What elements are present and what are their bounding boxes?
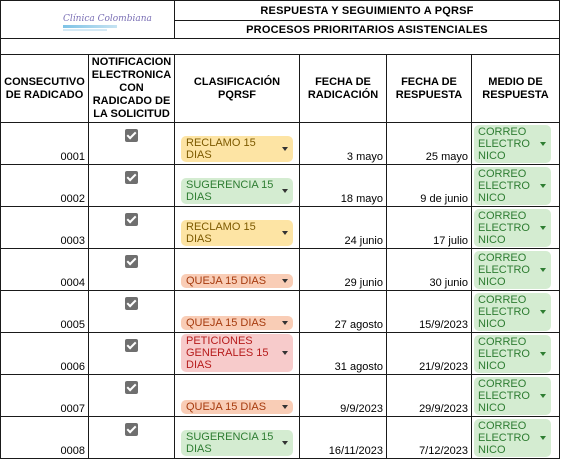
notificacion-cell <box>89 291 175 333</box>
fecha-radicacion-cell[interactable]: 9/9/2023 <box>300 375 387 417</box>
col-notificacion-header: NOTIFICACION ELECTRONICA CON RADICADO DE LA SOLICITUD <box>89 55 175 123</box>
clasificacion-value: SUGERENCIA 15 DIAS <box>186 179 274 203</box>
notificacion-cell <box>89 249 175 291</box>
clasificacion-dropdown[interactable] <box>181 136 293 162</box>
checkbox-checked[interactable] <box>125 423 138 436</box>
fecha-radicacion-cell[interactable]: 18 mayo <box>300 165 387 207</box>
fecha-respuesta-cell[interactable]: 15/9/2023 <box>387 291 472 333</box>
clasificacion-value: PETICIONES GENERALES 15 DIAS <box>186 335 269 371</box>
medio-dropdown[interactable] <box>474 419 551 457</box>
consecutivo-cell[interactable]: 0001 <box>1 123 89 165</box>
consecutivo-cell[interactable]: 0003 <box>1 207 89 249</box>
clasificacion-cell <box>175 333 300 375</box>
fecha-radicacion-cell[interactable]: 24 junio <box>300 207 387 249</box>
notificacion-cell <box>89 123 175 165</box>
clasificacion-cell <box>175 291 300 333</box>
medio-value: CORREO ELECTRO NICO <box>478 420 530 456</box>
table-row <box>1 291 560 333</box>
logo-text: Clínica Colombiana <box>63 14 152 24</box>
clasificacion-cell <box>175 165 300 207</box>
fecha-respuesta-cell[interactable]: 7/12/2023 <box>387 417 472 459</box>
dropdown-arrow-icon[interactable] <box>282 441 288 445</box>
clasificacion-dropdown[interactable] <box>181 220 293 246</box>
clasificacion-dropdown[interactable] <box>181 334 293 372</box>
clasificacion-cell <box>175 375 300 417</box>
dropdown-arrow-icon[interactable] <box>540 184 546 188</box>
medio-value: CORREO ELECTRO NICO <box>478 336 530 372</box>
report-title: RESPUESTA Y SEGUIMIENTO A PQRSF <box>175 1 560 21</box>
checkbox-checked[interactable] <box>125 381 138 394</box>
clasificacion-value: QUEJA 15 DIAS <box>186 275 267 287</box>
clasificacion-value: QUEJA 15 DIAS <box>186 401 267 413</box>
medio-cell <box>472 291 560 333</box>
dropdown-arrow-icon[interactable] <box>540 436 546 440</box>
dropdown-arrow-icon[interactable] <box>282 189 288 193</box>
medio-dropdown[interactable] <box>474 125 551 163</box>
fecha-respuesta-cell[interactable]: 30 junio <box>387 249 472 291</box>
medio-dropdown[interactable] <box>474 167 551 205</box>
fecha-respuesta-cell[interactable]: 17 julio <box>387 207 472 249</box>
medio-cell <box>472 123 560 165</box>
table-row <box>1 165 560 207</box>
dropdown-arrow-icon[interactable] <box>282 147 288 151</box>
consecutivo-cell[interactable]: 0006 <box>1 333 89 375</box>
medio-cell <box>472 333 560 375</box>
dropdown-arrow-icon[interactable] <box>282 321 288 325</box>
dropdown-arrow-icon[interactable] <box>282 279 288 283</box>
medio-cell <box>472 207 560 249</box>
dropdown-arrow-icon[interactable] <box>540 226 546 230</box>
clasificacion-dropdown[interactable] <box>181 178 293 204</box>
clasificacion-value: QUEJA 15 DIAS <box>186 317 267 329</box>
consecutivo-cell[interactable]: 0002 <box>1 165 89 207</box>
notificacion-cell <box>89 417 175 459</box>
clasificacion-cell <box>175 417 300 459</box>
consecutivo-cell[interactable]: 0007 <box>1 375 89 417</box>
checkbox-checked[interactable] <box>125 339 138 352</box>
fecha-radicacion-cell[interactable]: 3 mayo <box>300 123 387 165</box>
medio-cell <box>472 165 560 207</box>
table-row <box>1 375 560 417</box>
medio-value: CORREO ELECTRO NICO <box>478 210 530 246</box>
col-fecha-radicacion-header: FECHA DE RADICACIÓN <box>300 55 387 123</box>
clasificacion-dropdown[interactable] <box>181 316 293 330</box>
table-row <box>1 249 560 291</box>
checkbox-checked[interactable] <box>125 213 138 226</box>
dropdown-arrow-icon[interactable] <box>282 231 288 235</box>
fecha-respuesta-cell[interactable]: 25 mayo <box>387 123 472 165</box>
dropdown-arrow-icon[interactable] <box>540 142 546 146</box>
dropdown-arrow-icon[interactable] <box>540 352 546 356</box>
fecha-respuesta-cell[interactable]: 21/9/2023 <box>387 333 472 375</box>
col-medio-header: MEDIO DE RESPUESTA <box>472 55 560 123</box>
checkbox-checked[interactable] <box>125 297 138 310</box>
clinic-logo <box>63 14 152 31</box>
clasificacion-dropdown[interactable] <box>181 430 293 456</box>
clasificacion-cell <box>175 123 300 165</box>
medio-dropdown[interactable] <box>474 335 551 373</box>
checkbox-checked[interactable] <box>125 129 138 142</box>
medio-dropdown[interactable] <box>474 251 551 289</box>
notificacion-cell <box>89 207 175 249</box>
report-subtitle: PROCESOS PRIORITARIOS ASISTENCIALES <box>175 21 560 39</box>
medio-dropdown[interactable] <box>474 377 551 415</box>
dropdown-arrow-icon[interactable] <box>282 405 288 409</box>
clasificacion-value: RECLAMO 15 DIAS <box>186 221 256 245</box>
col-clasificacion-header: CLASIFICACIÓN PQRSF <box>175 55 300 123</box>
clasificacion-dropdown[interactable] <box>181 400 293 414</box>
logo-cell <box>1 1 175 39</box>
consecutivo-cell[interactable]: 0004 <box>1 249 89 291</box>
medio-value: CORREO ELECTRO NICO <box>478 294 530 330</box>
clasificacion-value: RECLAMO 15 DIAS <box>186 137 256 161</box>
spacer-row <box>1 39 560 55</box>
col-consecutivo-header: CONSECUTIVO DE RADICADO <box>1 55 89 123</box>
medio-value: CORREO ELECTRO NICO <box>478 252 530 288</box>
clasificacion-value: SUGERENCIA 15 DIAS <box>186 431 274 455</box>
table-row <box>1 207 560 249</box>
col-fecha-respuesta-header: FECHA DE RESPUESTA <box>387 55 472 123</box>
dropdown-arrow-icon[interactable] <box>540 268 546 272</box>
consecutivo-cell[interactable]: 0005 <box>1 291 89 333</box>
checkbox-checked[interactable] <box>125 255 138 268</box>
dropdown-arrow-icon[interactable] <box>540 394 546 398</box>
notificacion-cell <box>89 165 175 207</box>
fecha-respuesta-cell[interactable]: 9 de junio <box>387 165 472 207</box>
table-row <box>1 417 560 459</box>
notificacion-cell <box>89 333 175 375</box>
table-row <box>1 123 560 165</box>
fecha-radicacion-cell[interactable]: 29 junio <box>300 249 387 291</box>
medio-value: CORREO ELECTRO NICO <box>478 126 530 162</box>
clasificacion-cell <box>175 249 300 291</box>
table-row <box>1 333 560 375</box>
checkbox-checked[interactable] <box>125 171 138 184</box>
consecutivo-cell[interactable]: 0008 <box>1 417 89 459</box>
medio-cell <box>472 249 560 291</box>
fecha-radicacion-cell[interactable]: 16/11/2023 <box>300 417 387 459</box>
clasificacion-dropdown[interactable] <box>181 274 293 288</box>
medio-dropdown[interactable] <box>474 293 551 331</box>
medio-value: CORREO ELECTRO NICO <box>478 168 530 204</box>
dropdown-arrow-icon[interactable] <box>282 351 288 355</box>
notificacion-cell <box>89 375 175 417</box>
fecha-respuesta-cell[interactable]: 29/9/2023 <box>387 375 472 417</box>
dropdown-arrow-icon[interactable] <box>540 310 546 314</box>
medio-value: CORREO ELECTRO NICO <box>478 378 530 414</box>
medio-cell <box>472 417 560 459</box>
clasificacion-cell <box>175 207 300 249</box>
fecha-radicacion-cell[interactable]: 31 agosto <box>300 333 387 375</box>
medio-dropdown[interactable] <box>474 209 551 247</box>
fecha-radicacion-cell[interactable]: 27 agosto <box>300 291 387 333</box>
medio-cell <box>472 375 560 417</box>
